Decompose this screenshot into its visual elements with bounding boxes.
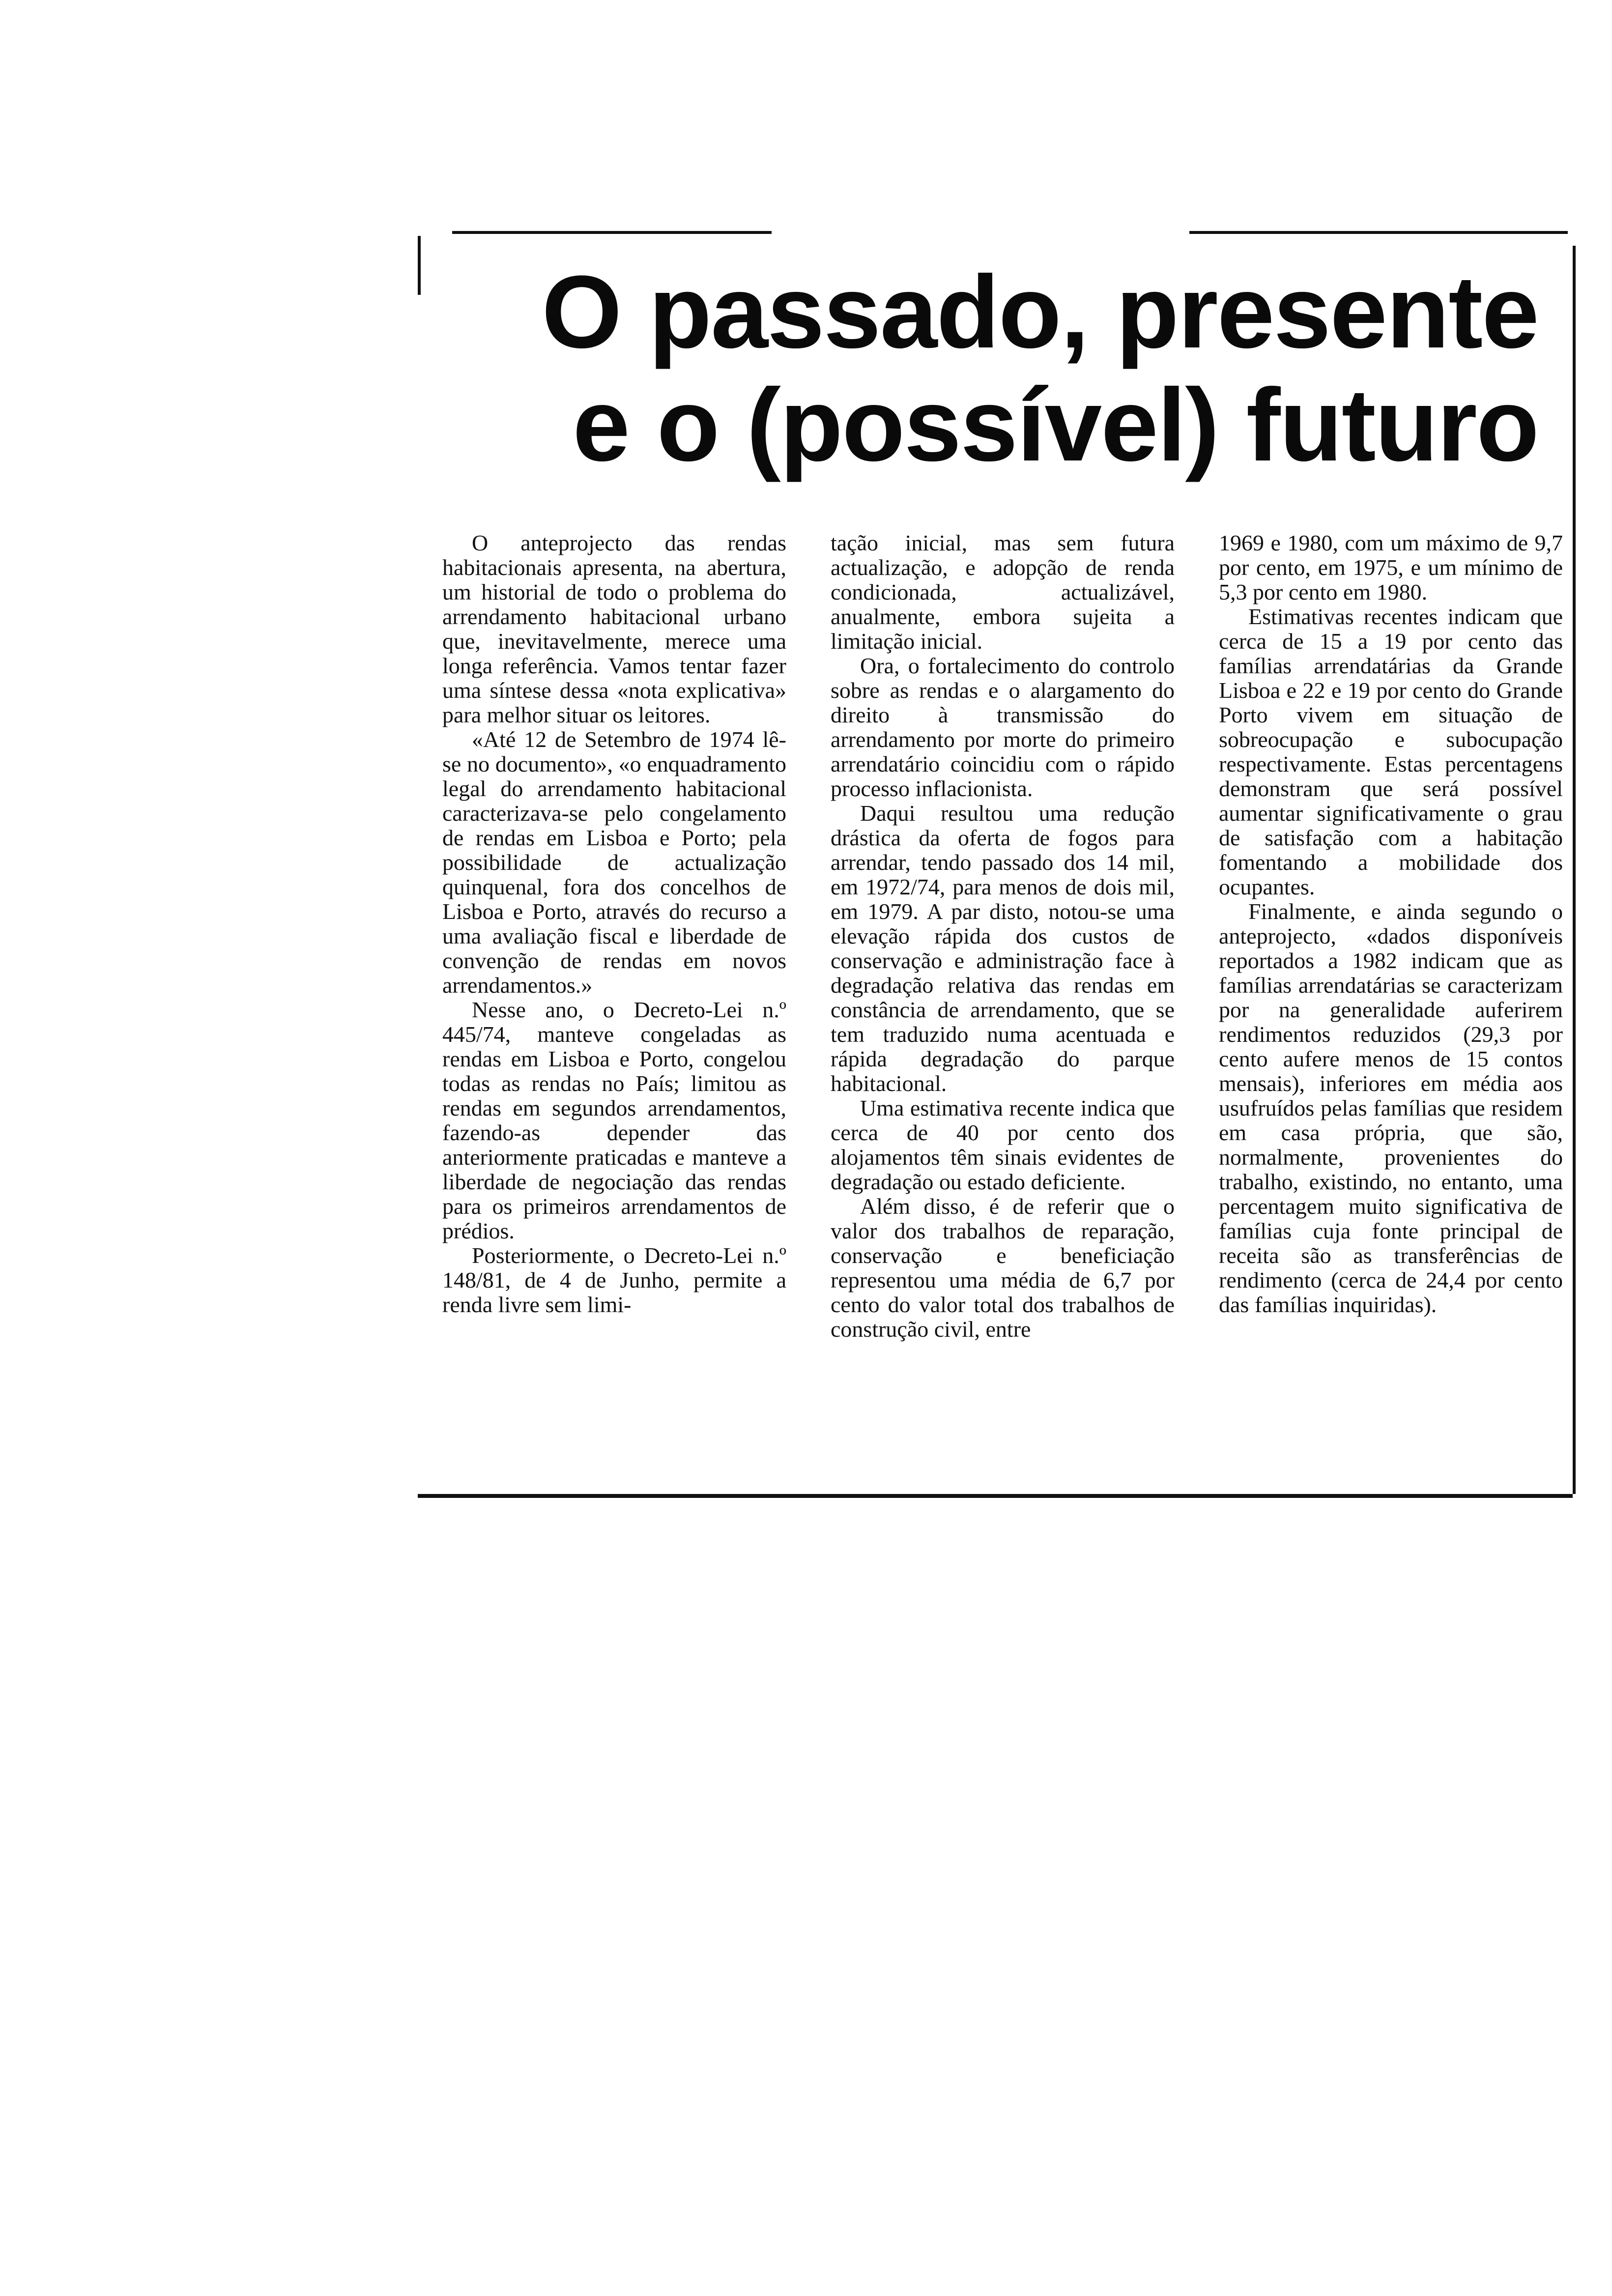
article-body — [442, 531, 1563, 1484]
headline-line-2: e o (possível) futuro — [573, 367, 1538, 483]
right-rule — [1573, 246, 1576, 1494]
paragraph: Ora, o fortalecimento do controlo sobre as rendas e o alargamento do direito à transmissão do arrendamento por morte do primeiro arrendatário coincidiu com o rápido processo inflacionista. — [831, 653, 1175, 801]
paragraph: 1969 e 1980, com um máximo de 9,7 por cento, em 1975, e um mínimo de 5,3 por cento em 1980. — [1219, 530, 1563, 604]
paragraph: Daqui resultou uma redução drástica da oferta de fogos para arrendar, tendo passado dos 14 mil, em 1972/74, para menos de dois mil, em 1979. A par disto, notou-se uma elevação rápida dos custos de conservação e administração face à degradação relativa das rendas em constância de arrendamento, que se tem traduzido numa acentuada e rápida degradação do parque habitacional. — [831, 801, 1175, 1096]
paragraph: Além disso, é de referir que o valor dos trabalhos de reparação, conservação e beneficiação representou uma média de 6,7 por cento do valor total dos trabalhos de construção civil, entre — [831, 1194, 1175, 1342]
article-headline — [462, 256, 1568, 482]
paragraph: Finalmente, e ainda segundo o anteprojecto, «dados disponíveis reportados a 1982 indicam que as famílias arrendatárias se caracterizam por na generalidade auferirem rendimentos reduzidos (29,3 por cento aufere menos de 15 contos mensais), inferiores em média aos usufruídos pelas famílias que residem em casa própria, que são, normalmente, provenientes do trabalho, existindo, no entanto, uma percentagem muito significativa de famílias cuja fonte principal de receita são as transferências de rendimento (cerca de 24,4 por cento das famílias inquiridas). — [1219, 899, 1563, 1317]
paragraph: «Até 12 de Setembro de 1974 lê-se no documento», «o enquadramento legal do arrendamento habitacional caracterizava-se pelo congelamento de rendas em Lisboa e Porto; pela possibilidade de actualização quinquenal, fora dos concelhos de Lisboa e Porto, através do recurso a uma avaliação fiscal e liberdade de convenção de rendas em novos arrendamentos.» — [442, 727, 786, 998]
paragraph: Posteriormente, o Decreto-Lei n.º 148/81, de 4 de Junho, permite a renda livre sem limi- — [442, 1243, 786, 1317]
column-3 — [1219, 531, 1563, 1317]
headline-line-1: O passado, presente — [542, 254, 1538, 370]
paragraph: Nesse ano, o Decreto-Lei n.º 445/74, manteve congeladas as rendas em Lisboa e Porto, congelou todas as rendas no País; limitou as rendas em segundos arrendamentos, fazendo-as depender das anteriormente praticadas e manteve a liberdade de negociação das rendas para os primeiros arrendamentos de prédios. — [442, 997, 786, 1243]
top-rule-right — [1189, 231, 1568, 234]
column-2 — [831, 531, 1175, 1342]
paragraph: Estimativas recentes indicam que cerca de 15 a 19 por cento das famílias arrendatárias da Grande Lisboa e 22 e 19 por cento do Grande Porto vivem em situação de sobreocupação e subocupação respectivamente. Estas percentagens demonstram que será possível aumentar significativamente o grau de satisfação com a habitação fomentando a mobilidade dos ocupantes. — [1219, 604, 1563, 899]
newspaper-clipping — [418, 216, 1578, 1514]
left-rule — [418, 236, 421, 295]
column-1 — [442, 531, 786, 1317]
top-rule-left — [452, 231, 772, 234]
paragraph: tação inicial, mas sem futura actualização, e adopção de renda condicionada, actualizável, anualmente, embora sujeita a limitação inicial. — [831, 530, 1175, 654]
paragraph: Uma estimativa recente indica que cerca de 40 por cento dos alojamentos têm sinais evidentes de degradação ou estado deficiente. — [831, 1095, 1175, 1194]
paragraph: O anteprojecto das rendas habitacionais apresenta, na abertura, um historial de todo o problema do arrendamento habitacional urbano que, inevitavelmente, merece uma longa referência. Vamos tentar fazer uma síntese dessa «nota explicativa» para melhor situar os leitores. — [442, 530, 786, 727]
bottom-rule — [418, 1494, 1573, 1498]
